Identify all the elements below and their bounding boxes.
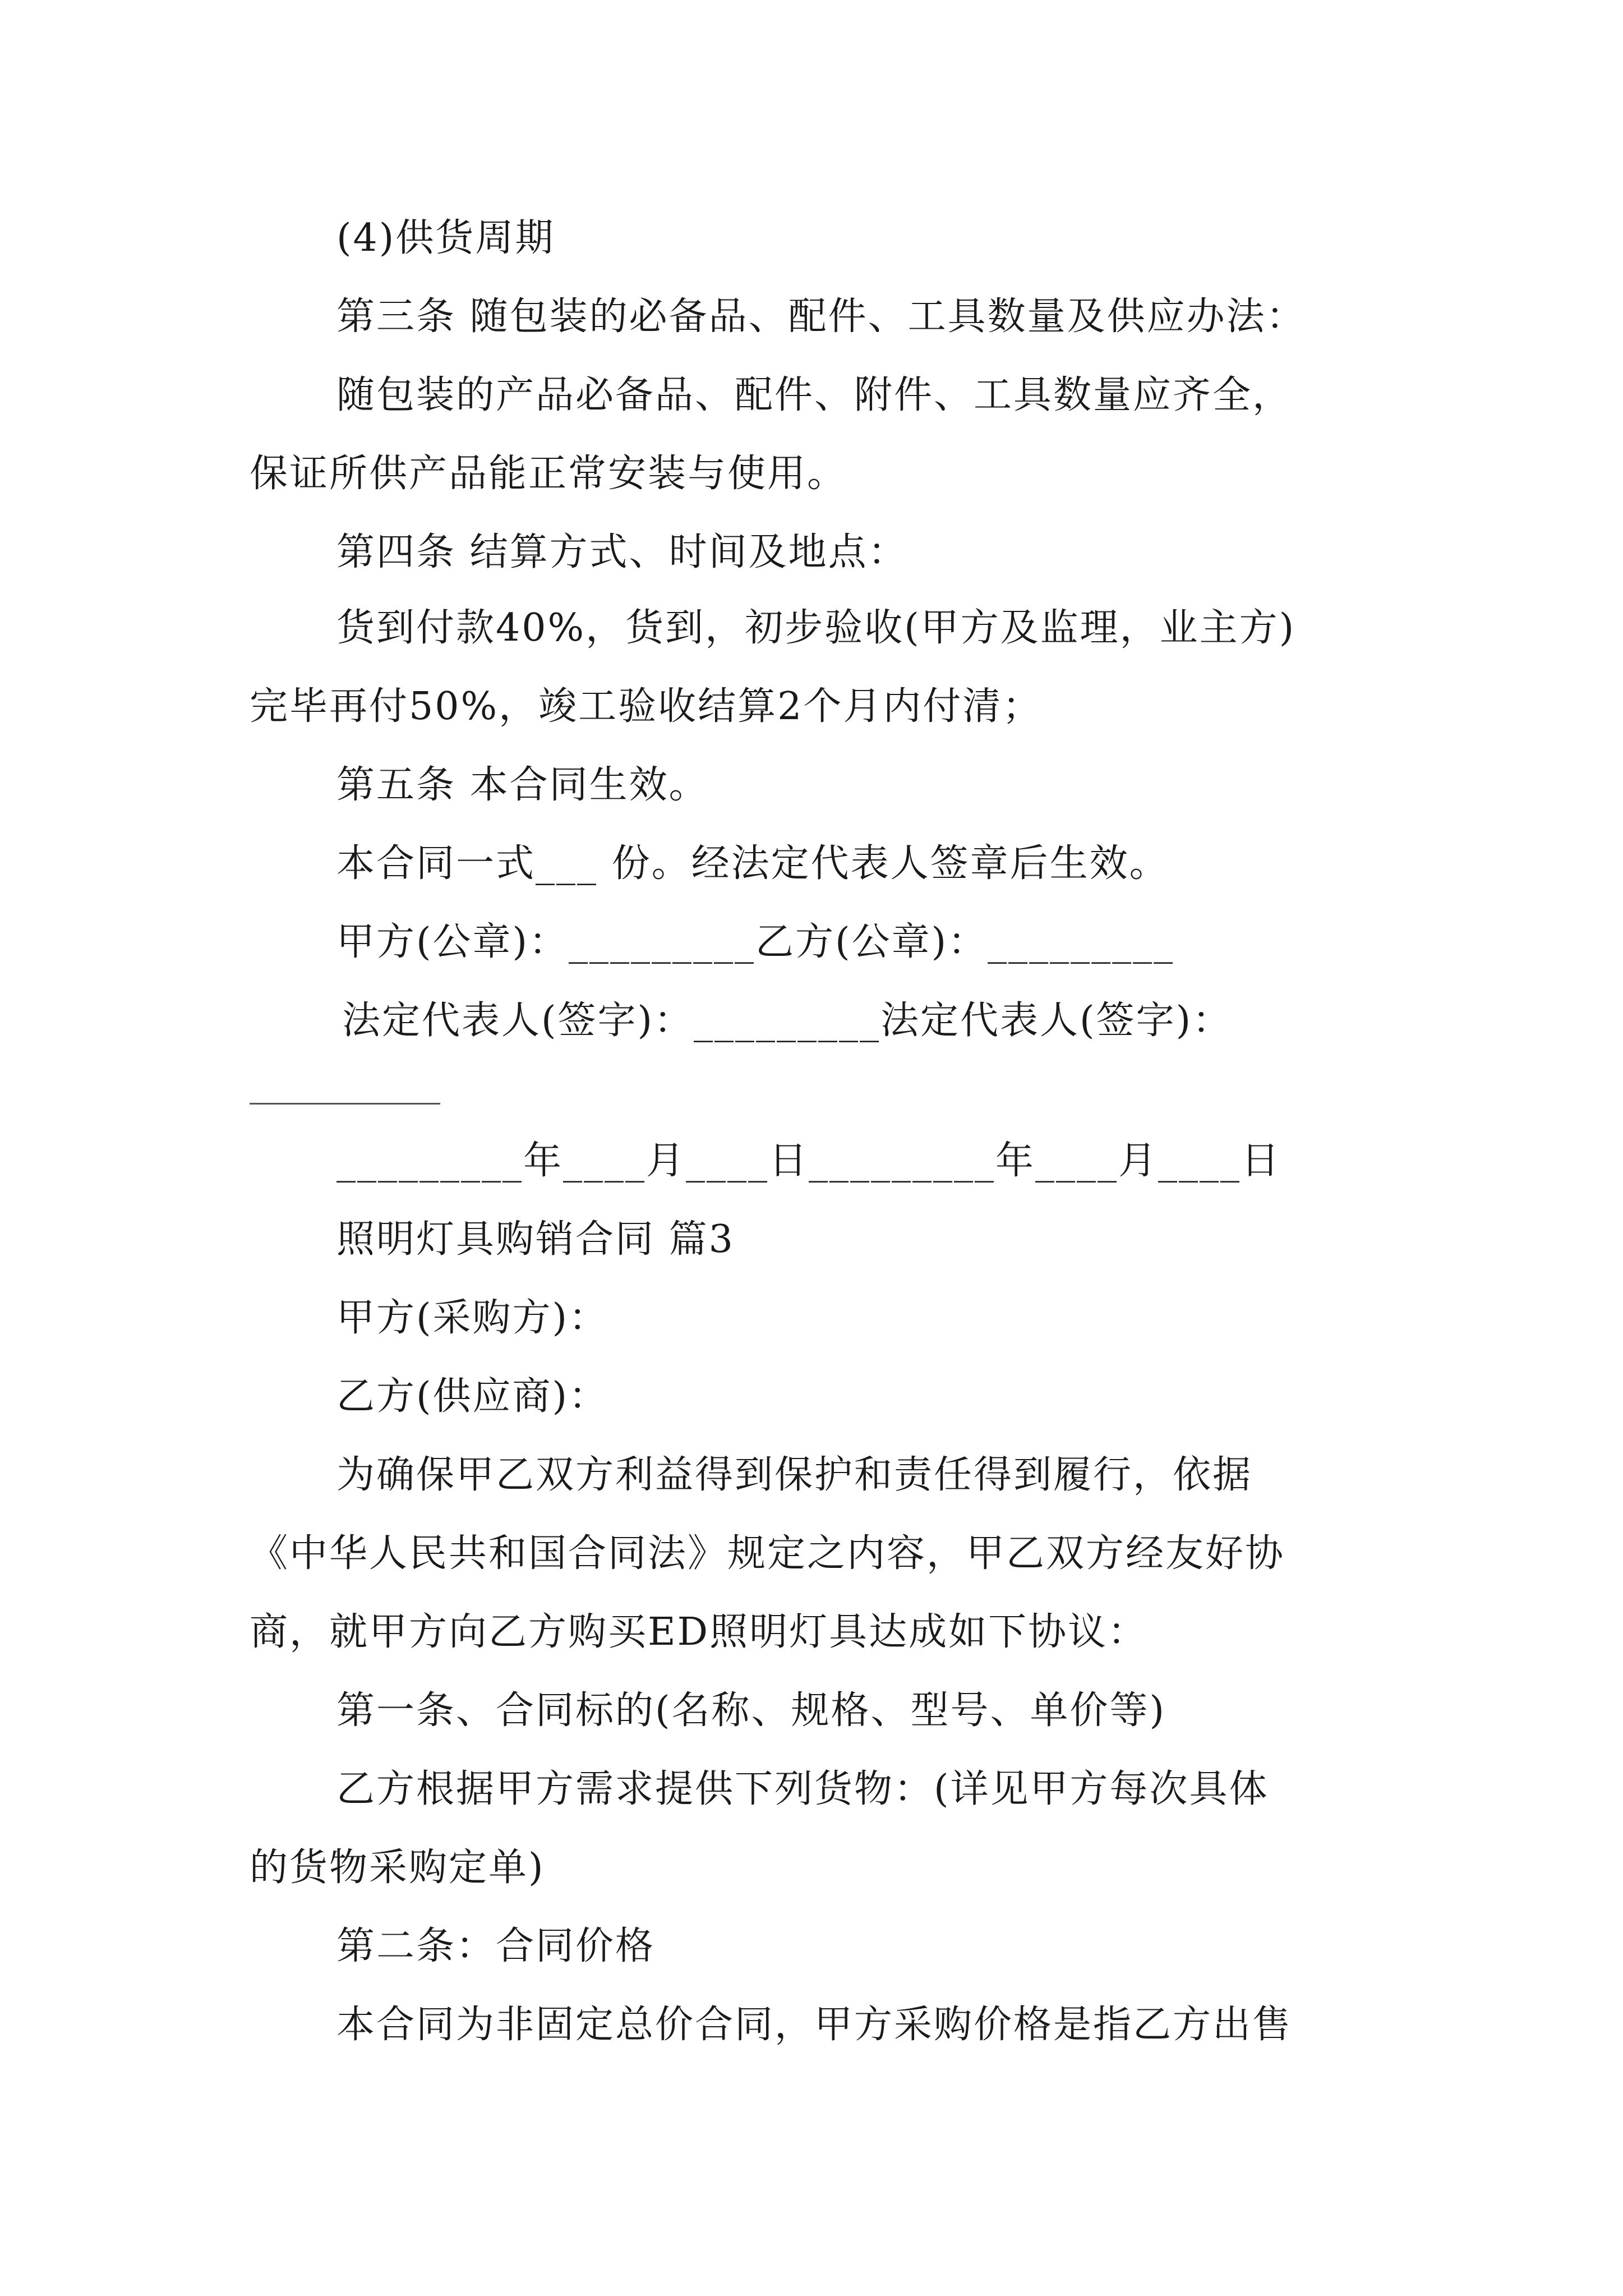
text-line: 本合同一式___ 份。经法定代表人签章后生效。 bbox=[336, 841, 1169, 886]
text-line: 完毕再付50%，竣工验收结算2个月内付清； bbox=[250, 684, 1043, 729]
text-line: 乙方根据甲方需求提供下列货物：(详见甲方每次具体 bbox=[336, 1767, 1269, 1811]
signature-blank bbox=[250, 1103, 440, 1105]
text-line: 甲方(采购方)： bbox=[336, 1296, 609, 1340]
date-line: _________年____月____日_________年____月____日 bbox=[336, 1139, 1281, 1183]
text-line: (4)供货周期 bbox=[336, 216, 555, 260]
signature-line: 法定代表人(签字)：_________法定代表人(签字)： bbox=[342, 999, 1233, 1043]
text-line: 商，就甲方向乙方购买ED照明灯具达成如下协议： bbox=[250, 1610, 1148, 1654]
text-line: 保证所供产品能正常安装与使用。 bbox=[250, 452, 847, 496]
signature-line: 甲方(公章)：_________乙方(公章)：_________ bbox=[336, 920, 1175, 964]
text-line: 为确保甲乙双方利益得到保护和责任得到履行，依据 bbox=[336, 1453, 1253, 1497]
text-line: 乙方(供应商)： bbox=[336, 1374, 609, 1419]
text-line: 本合同为非固定总价合同，甲方采购价格是指乙方出售 bbox=[336, 2003, 1293, 2047]
text-line: 的货物采购定单) bbox=[250, 1846, 545, 1890]
text-line: 货到付款40%，货到，初步验收(甲方及监理，业主方) bbox=[336, 606, 1296, 650]
text-line: 《中华人民共和国合同法》规定之内容，甲乙双方经友好协 bbox=[250, 1531, 1285, 1576]
text-line: 第五条 本合同生效。 bbox=[336, 763, 709, 807]
text-line: 随包装的产品必备品、配件、附件、工具数量应齐全， bbox=[336, 373, 1293, 417]
text-line: 第四条 结算方式、时间及地点： bbox=[336, 530, 908, 574]
section-heading: 照明灯具购销合同 篇3 bbox=[336, 1217, 735, 1262]
text-line: 第一条、合同标的(名称、规格、型号、单价等) bbox=[336, 1688, 1166, 1733]
text-line: 第二条：合同价格 bbox=[336, 1924, 656, 1968]
text-line: 第三条 随包装的必备品、配件、工具数量及供应办法： bbox=[336, 295, 1306, 339]
